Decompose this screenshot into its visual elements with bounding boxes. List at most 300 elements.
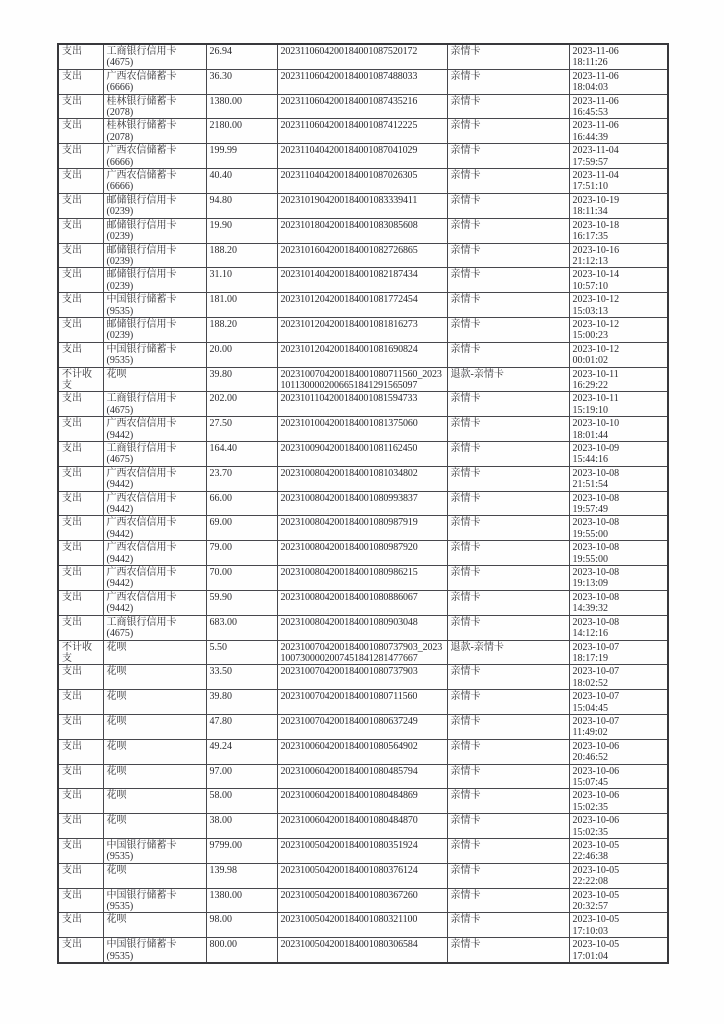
type-cell: [58, 615, 103, 640]
amount-cell: [206, 417, 277, 442]
table-row: [58, 541, 668, 566]
datetime-cell: [569, 516, 668, 541]
datetime-cell: [569, 442, 668, 467]
table-row: [58, 193, 668, 218]
category-cell: [447, 442, 569, 467]
type-label: 支出: [62, 318, 82, 330]
serial-cell: [277, 466, 447, 491]
account-cell: [103, 690, 206, 715]
time-line: 17:10:03: [572, 925, 609, 937]
type-label: 支出: [62, 765, 82, 777]
serial-number: 2023100704200184001080737903_20231007300002007451841281477667: [280, 641, 443, 664]
amount-value: 94.80: [209, 194, 232, 206]
type-label: 支出: [62, 145, 82, 157]
category-label: 亲情卡: [450, 517, 481, 529]
amount-cell: [206, 913, 277, 938]
category-label: 亲情卡: [450, 70, 481, 82]
serial-number: 2023110404200184001087026305: [280, 170, 418, 182]
type-label: 支出: [62, 95, 82, 107]
amount-cell: [206, 466, 277, 491]
serial-cell: [277, 690, 447, 715]
amount-value: 181.00: [209, 294, 237, 306]
type-cell: [58, 590, 103, 615]
account-cell: [103, 764, 206, 789]
account-name: 广西农信信用卡: [106, 517, 177, 529]
category-cell: [447, 863, 569, 888]
account-cell: [103, 144, 206, 169]
amount-cell: [206, 342, 277, 367]
date-line: 2023-10-11: [572, 368, 619, 380]
type-label: 支出: [62, 244, 82, 256]
serial-cell: [277, 392, 447, 417]
date-line: 2023-10-06: [572, 790, 620, 802]
table-row: [58, 789, 668, 814]
serial-cell: [277, 814, 447, 839]
type-label: 支出: [62, 70, 82, 82]
time-line: 15:04:45: [572, 702, 609, 714]
serial-number: 2023100904200184001081162450: [280, 443, 418, 454]
account-number: (4675): [106, 57, 134, 69]
transactions-body: [58, 44, 668, 963]
account-name: 邮储银行信用卡: [106, 194, 177, 206]
category-cell: [447, 615, 569, 640]
type-label: 支出: [62, 542, 82, 554]
category-cell: [447, 243, 569, 268]
date-line: 2023-11-06: [572, 120, 619, 132]
time-line: 20:46:52: [572, 752, 609, 764]
account-cell: [103, 442, 206, 467]
serial-cell: [277, 342, 447, 367]
time-line: 18:01:44: [572, 429, 609, 441]
type-cell: [58, 888, 103, 913]
type-cell: [58, 764, 103, 789]
datetime-cell: [569, 640, 668, 665]
serial-cell: [277, 640, 447, 665]
serial-cell: [277, 615, 447, 640]
serial-number: 2023100704200184001080711560_20231011300002006651841291565097: [280, 368, 442, 391]
table-row: [58, 268, 668, 293]
category-cell: [447, 764, 569, 789]
serial-cell: [277, 739, 447, 764]
category-cell: [447, 590, 569, 615]
type-cell: [58, 144, 103, 169]
category-cell: [447, 516, 569, 541]
table-row: [58, 590, 668, 615]
amount-cell: [206, 94, 277, 119]
serial-cell: [277, 268, 447, 293]
category-label: 亲情卡: [450, 840, 481, 851]
time-line: 18:11:34: [572, 206, 608, 218]
datetime-cell: [569, 243, 668, 268]
serial-number: 2023100504200184001080351924: [280, 840, 418, 851]
datetime-cell: [569, 938, 668, 963]
date-line: 2023-10-05: [572, 840, 620, 851]
table-row: [58, 392, 668, 417]
category-cell: [447, 144, 569, 169]
datetime-cell: [569, 193, 668, 218]
amount-cell: [206, 541, 277, 566]
account-cell: [103, 938, 206, 963]
amount-value: 39.80: [209, 368, 232, 380]
category-label: 亲情卡: [450, 194, 481, 206]
account-cell: [103, 839, 206, 864]
time-line: 00:01:02: [572, 355, 609, 367]
datetime-cell: [569, 466, 668, 491]
time-line: 22:46:38: [572, 851, 609, 863]
category-label: 亲情卡: [450, 765, 481, 777]
account-name: 广西农信储蓄卡: [106, 145, 177, 157]
amount-value: 31.10: [209, 269, 232, 281]
datetime-cell: [569, 144, 668, 169]
amount-value: 27.50: [209, 418, 232, 430]
time-line: 10:57:10: [572, 280, 609, 292]
account-name: 花呗: [106, 790, 127, 802]
amount-cell: [206, 169, 277, 194]
table-row: [58, 839, 668, 864]
serial-number: 2023100804200184001080987919: [280, 517, 418, 529]
serial-number: 2023110604200184001087488033: [280, 70, 418, 82]
account-name: 广西农信储蓄卡: [106, 170, 177, 182]
table-row: [58, 119, 668, 144]
date-line: 2023-10-07: [572, 641, 620, 653]
amount-value: 97.00: [209, 765, 232, 777]
category-cell: [447, 690, 569, 715]
time-line: 15:44:16: [572, 454, 609, 466]
amount-value: 164.40: [209, 443, 237, 454]
serial-number: 2023100504200184001080321100: [280, 914, 418, 926]
amount-cell: [206, 193, 277, 218]
amount-cell: [206, 367, 277, 392]
category-cell: [447, 789, 569, 814]
time-line: 14:39:32: [572, 603, 609, 615]
type-cell: [58, 268, 103, 293]
account-name: 广西农信信用卡: [106, 567, 177, 579]
account-name: 广西农信信用卡: [106, 467, 177, 479]
serial-cell: [277, 789, 447, 814]
type-cell: [58, 293, 103, 318]
amount-value: 1380.00: [209, 95, 242, 107]
category-cell: [447, 317, 569, 342]
type-cell: [58, 714, 103, 739]
category-label: 亲情卡: [450, 542, 481, 554]
account-cell: [103, 541, 206, 566]
datetime-cell: [569, 69, 668, 94]
time-line: 14:12:16: [572, 628, 609, 640]
date-line: 2023-11-06: [572, 46, 619, 57]
serial-number: 2023100704200184001080737903: [280, 666, 418, 678]
category-label: 亲情卡: [450, 715, 481, 727]
account-name: 花呗: [106, 914, 127, 926]
datetime-cell: [569, 268, 668, 293]
table-row: [58, 466, 668, 491]
account-number: (0239): [106, 280, 134, 292]
datetime-cell: [569, 342, 668, 367]
type-label: 支出: [62, 840, 82, 851]
date-line: 2023-10-06: [572, 815, 620, 827]
amount-cell: [206, 615, 277, 640]
account-number: (0239): [106, 255, 134, 267]
datetime-cell: [569, 491, 668, 516]
amount-value: 59.90: [209, 591, 232, 603]
amount-cell: [206, 739, 277, 764]
account-name: 中国银行储蓄卡: [106, 294, 177, 306]
time-line: 18:02:52: [572, 677, 609, 689]
amount-cell: [206, 590, 277, 615]
date-line: 2023-11-04: [572, 170, 619, 182]
type-label: 支出: [62, 393, 82, 405]
serial-number: 2023100604200184001080484869: [280, 790, 418, 802]
type-label: 支出: [62, 517, 82, 529]
amount-value: 199.99: [209, 145, 237, 157]
datetime-cell: [569, 888, 668, 913]
amount-cell: [206, 392, 277, 417]
time-line: 16:17:35: [572, 231, 609, 243]
amount-value: 188.20: [209, 244, 237, 256]
account-number: (6666): [106, 181, 134, 193]
date-line: 2023-10-08: [572, 567, 620, 579]
date-line: 2023-10-19: [572, 194, 620, 206]
type-cell: [58, 442, 103, 467]
amount-value: 49.24: [209, 740, 232, 752]
type-label: 支出: [62, 120, 82, 132]
category-label: 亲情卡: [450, 591, 481, 603]
time-line: 21:12:13: [572, 255, 609, 267]
table-row: [58, 764, 668, 789]
amount-cell: [206, 665, 277, 690]
account-name: 广西农信储蓄卡: [106, 70, 177, 82]
type-cell: [58, 566, 103, 591]
category-label: 亲情卡: [450, 393, 481, 405]
category-cell: [447, 913, 569, 938]
serial-cell: [277, 193, 447, 218]
category-label: 亲情卡: [450, 889, 481, 901]
date-line: 2023-10-16: [572, 244, 620, 256]
type-label: 支出: [62, 418, 82, 430]
account-cell: [103, 243, 206, 268]
account-number: (9442): [106, 553, 134, 565]
account-cell: [103, 342, 206, 367]
table-row: [58, 739, 668, 764]
time-line: 18:17:19: [572, 652, 609, 664]
table-row: [58, 342, 668, 367]
account-name: 中国银行储蓄卡: [106, 939, 177, 951]
amount-cell: [206, 491, 277, 516]
datetime-cell: [569, 566, 668, 591]
serial-cell: [277, 144, 447, 169]
category-label: 亲情卡: [450, 318, 481, 330]
account-number: (2078): [106, 107, 134, 119]
serial-number: 2023100804200184001080993837: [280, 492, 418, 504]
type-label: 支出: [62, 269, 82, 281]
amount-value: 58.00: [209, 790, 232, 802]
type-label: 支出: [62, 864, 82, 876]
serial-cell: [277, 491, 447, 516]
category-label: 亲情卡: [450, 120, 481, 132]
table-row: [58, 243, 668, 268]
table-row: [58, 491, 668, 516]
account-cell: [103, 814, 206, 839]
category-cell: [447, 739, 569, 764]
category-label: 亲情卡: [450, 269, 481, 281]
category-cell: [447, 938, 569, 963]
category-cell: [447, 218, 569, 243]
category-label: 亲情卡: [450, 939, 481, 951]
datetime-cell: [569, 367, 668, 392]
datetime-cell: [569, 293, 668, 318]
time-line: 15:02:35: [572, 801, 609, 813]
datetime-cell: [569, 814, 668, 839]
account-cell: [103, 665, 206, 690]
type-label: 支出: [62, 467, 82, 479]
date-line: 2023-10-08: [572, 517, 620, 529]
account-name: 广西农信信用卡: [106, 591, 177, 603]
table-row: [58, 913, 668, 938]
category-label: 亲情卡: [450, 443, 481, 454]
account-name: 花呗: [106, 765, 127, 777]
datetime-cell: [569, 417, 668, 442]
time-line: 15:00:23: [572, 330, 609, 342]
amount-cell: [206, 516, 277, 541]
date-line: 2023-10-12: [572, 343, 620, 355]
category-cell: [447, 193, 569, 218]
time-line: 18:04:03: [572, 82, 609, 94]
account-number: (9442): [106, 528, 134, 540]
serial-number: 2023110604200184001087520172: [280, 46, 418, 57]
category-label: 退款-亲情卡: [450, 641, 504, 653]
account-name: 邮储银行信用卡: [106, 269, 177, 281]
category-cell: [447, 44, 569, 69]
serial-number: 2023101604200184001082726865: [280, 244, 418, 256]
account-cell: [103, 293, 206, 318]
account-cell: [103, 516, 206, 541]
amount-cell: [206, 293, 277, 318]
date-line: 2023-11-06: [572, 95, 619, 107]
type-cell: [58, 789, 103, 814]
type-cell: [58, 367, 103, 392]
serial-number: 2023100604200184001080484870: [280, 815, 418, 827]
time-line: 17:01:04: [572, 950, 609, 962]
account-name: 工商银行信用卡: [106, 393, 177, 405]
serial-cell: [277, 218, 447, 243]
category-label: 亲情卡: [450, 46, 481, 57]
table-row: [58, 690, 668, 715]
account-number: (9442): [106, 479, 134, 491]
datetime-cell: [569, 169, 668, 194]
account-cell: [103, 193, 206, 218]
account-number: (9535): [106, 851, 134, 863]
category-cell: [447, 814, 569, 839]
type-label: 支出: [62, 715, 82, 727]
account-name: 邮储银行信用卡: [106, 219, 177, 231]
date-line: 2023-10-08: [572, 492, 620, 504]
type-cell: [58, 690, 103, 715]
serial-number: 2023101204200184001081690824: [280, 343, 418, 355]
type-cell: [58, 392, 103, 417]
serial-cell: [277, 94, 447, 119]
serial-number: 2023100604200184001080485794: [280, 765, 418, 777]
amount-value: 69.00: [209, 517, 232, 529]
type-label: 支出: [62, 591, 82, 603]
date-line: 2023-10-05: [572, 864, 620, 876]
account-cell: [103, 739, 206, 764]
table-row: [58, 888, 668, 913]
category-cell: [447, 888, 569, 913]
type-cell: [58, 913, 103, 938]
account-cell: [103, 119, 206, 144]
table-row: [58, 814, 668, 839]
amount-cell: [206, 218, 277, 243]
date-line: 2023-10-07: [572, 715, 620, 727]
type-cell: [58, 243, 103, 268]
category-label: 亲情卡: [450, 145, 481, 157]
datetime-cell: [569, 665, 668, 690]
date-line: 2023-10-05: [572, 939, 620, 951]
account-name: 邮储银行信用卡: [106, 244, 177, 256]
table-row: [58, 615, 668, 640]
date-line: 2023-10-05: [572, 889, 620, 901]
account-name: 中国银行储蓄卡: [106, 343, 177, 355]
date-line: 2023-10-10: [572, 418, 620, 430]
datetime-cell: [569, 541, 668, 566]
account-number: (9535): [106, 355, 134, 367]
datetime-cell: [569, 690, 668, 715]
amount-value: 188.20: [209, 318, 237, 330]
time-line: 15:07:45: [572, 776, 609, 788]
table-row: [58, 640, 668, 665]
date-line: 2023-10-08: [572, 591, 620, 603]
serial-cell: [277, 863, 447, 888]
table-row: [58, 566, 668, 591]
account-name: 工商银行信用卡: [106, 46, 177, 57]
type-label: 不计收支: [62, 368, 92, 391]
time-line: 16:44:39: [572, 131, 609, 143]
serial-cell: [277, 442, 447, 467]
serial-number: 2023101804200184001083085608: [280, 219, 418, 231]
amount-value: 1380.00: [209, 889, 242, 901]
account-cell: [103, 863, 206, 888]
serial-cell: [277, 69, 447, 94]
time-line: 19:55:00: [572, 553, 609, 565]
category-cell: [447, 839, 569, 864]
category-label: 亲情卡: [450, 219, 481, 231]
type-cell: [58, 44, 103, 69]
amount-value: 79.00: [209, 542, 232, 554]
account-name: 花呗: [106, 368, 127, 380]
category-cell: [447, 367, 569, 392]
account-cell: [103, 491, 206, 516]
account-number: (0239): [106, 231, 134, 243]
amount-value: 800.00: [209, 939, 237, 951]
account-name: 工商银行信用卡: [106, 616, 177, 628]
category-label: 亲情卡: [450, 567, 481, 579]
serial-cell: [277, 243, 447, 268]
table-row: [58, 69, 668, 94]
category-cell: [447, 94, 569, 119]
account-cell: [103, 69, 206, 94]
category-cell: [447, 541, 569, 566]
serial-cell: [277, 590, 447, 615]
account-cell: [103, 640, 206, 665]
type-label: 支出: [62, 294, 82, 306]
serial-number: 2023110404200184001087041029: [280, 145, 418, 157]
serial-cell: [277, 516, 447, 541]
amount-cell: [206, 268, 277, 293]
account-number: (6666): [106, 82, 134, 94]
account-name: 花呗: [106, 641, 127, 653]
type-label: 支出: [62, 889, 82, 901]
time-line: 18:11:26: [572, 57, 608, 69]
transactions-table: [57, 43, 669, 964]
